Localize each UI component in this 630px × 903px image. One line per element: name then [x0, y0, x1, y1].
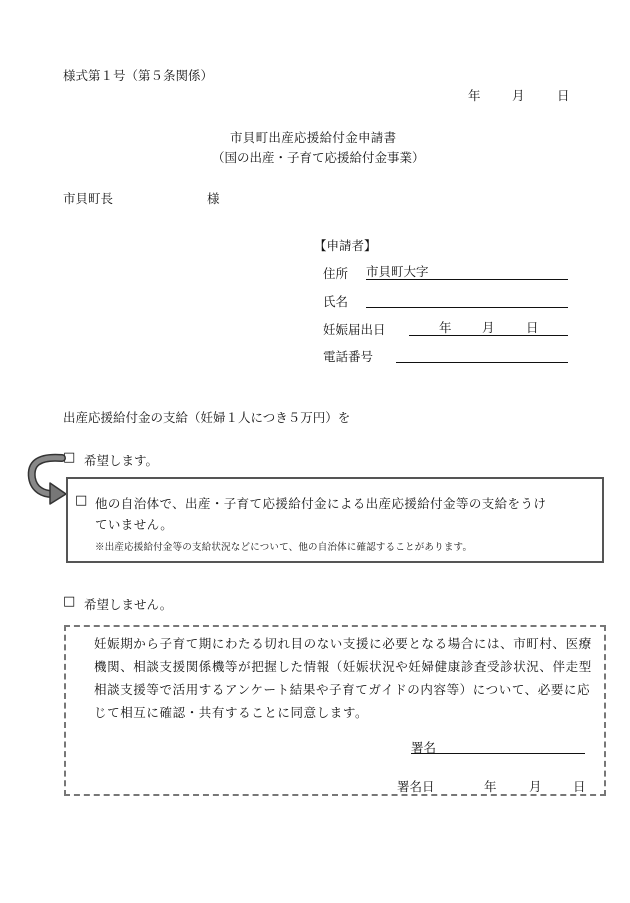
signature-month-label: 月 [529, 779, 542, 794]
signature-year-label: 年 [484, 779, 497, 794]
pregnancy-day-label: 日 [526, 320, 539, 335]
sub-option-line-1: 他の自治体で、出産・子育て応援給付金による出産応援給付金等の支給をうけ [95, 496, 547, 511]
applicant-heading: 【申請者】 [314, 238, 377, 253]
no-wish-checkbox[interactable]: □ [63, 594, 76, 609]
phone-label: 電話番号 [323, 349, 374, 364]
sub-option-note: ※出産応援給付金等の支給状況などについて、他の自治体に確認することがあります。 [95, 542, 473, 553]
addressee-honorific: 様 [207, 191, 220, 206]
sub-option-checkbox[interactable]: □ [75, 493, 88, 508]
date-year-label: 年 [468, 88, 481, 103]
date-month-label: 月 [512, 88, 525, 103]
request-statement: 出産応援給付金の支給（妊婦１人につき５万円）を [63, 410, 351, 425]
wish-checkbox[interactable]: □ [63, 450, 76, 465]
signature-date-label: 署名日 [397, 779, 435, 794]
phone-field[interactable] [396, 345, 568, 363]
pregnancy-month-label: 月 [482, 320, 495, 335]
signature-label: 署名 [411, 740, 437, 755]
pregnancy-date-label: 妊娠届出日 [323, 322, 386, 337]
title-line-1: 市貝町出産応援給付金申請書 [230, 130, 397, 145]
no-wish-label: 希望しません。 [84, 597, 173, 612]
addressee-name: 市貝町長 [63, 191, 114, 206]
address-field[interactable] [366, 262, 568, 280]
form-number: 様式第１号（第５条関係） [63, 68, 214, 83]
pregnancy-year-label: 年 [439, 320, 452, 335]
curved-arrow-icon [24, 450, 70, 506]
signature-day-label: 日 [573, 779, 586, 794]
date-day-label: 日 [557, 88, 570, 103]
sub-option-line-2: ていません。 [95, 517, 174, 532]
name-field[interactable] [366, 290, 568, 308]
pregnancy-date-field[interactable] [409, 318, 568, 336]
address-label: 住所 [323, 266, 349, 281]
consent-text: 妊娠期から子育て期にわたる切れ目のない支援に必要となる場合には、市町村、医療機関、相談支援関係機等が把握した情報（妊娠状況や妊婦健康診査受診状況、伴走型相談支援等で活用するアンケート結果や子育てガイドの内容等）について、必要に応じて相互に確認・共有することに同意します。 [94, 636, 592, 720]
wish-label: 希望します。 [84, 453, 159, 468]
title-line-2: （国の出産・子育て応援給付金事業） [212, 150, 425, 165]
address-value: 市貝町大字 [366, 264, 429, 279]
signature-field[interactable] [411, 736, 585, 754]
name-label: 氏名 [323, 294, 349, 309]
